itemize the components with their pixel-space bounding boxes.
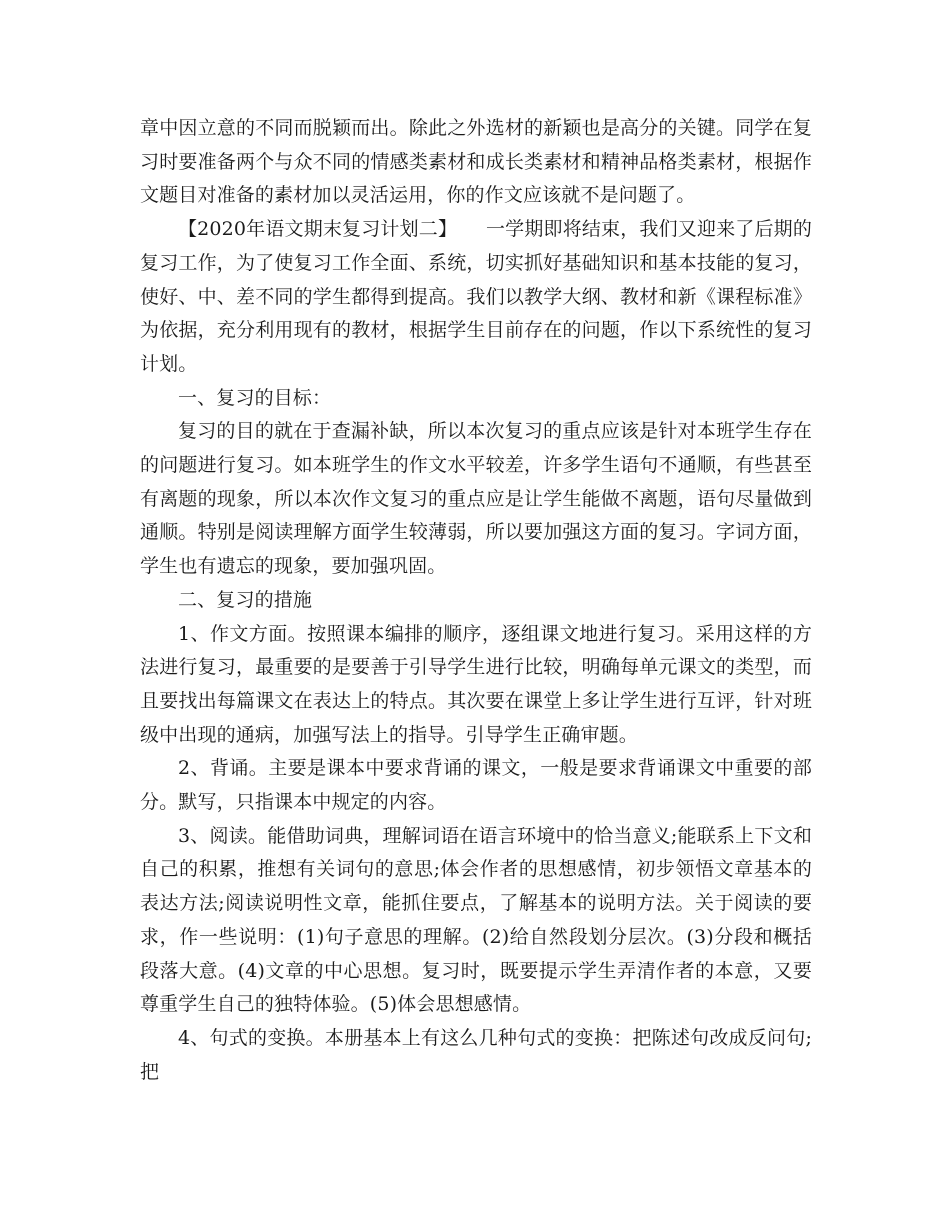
paragraph-measure-reading: 3、阅读。能借助词典，理解词语在语言环境中的恰当意义;能联系上下文和自己的积累，推想有关词句的意思;体会作者的思想感情，初步领悟文章基本的表达方法;阅读说明性文章，能抓住要点，了解基本的说明方法。关于阅读的要求，作一些说明：(1)句子意思的理解。(2)给自然段划分层次。(3)分段和概括段落大意。(4)文章的中心思想。复习时，既要提示学生弄清作者的本意，又要尊重学生自己的独特体验。(5)体会思想感情。	[140, 824, 812, 1016]
paragraph-measure-sentence-transformation: 4、句式的变换。本册基本上有这么几种句式的变换：把陈述句改成反问句;把	[140, 1026, 812, 1083]
section-heading-review-measures: 二、复习的措施	[178, 588, 313, 611]
paragraph-review-plan-two-intro: 【2020年语文期末复习计划二】 一学期即将结束，我们又迎来了后期的复习工作，为了使复习工作全面、系统，切实抓好基础知识和基本技能的复习，使好、中、差不同的学生都得到提高。我们以教学大纲、教材和新《课程标准》为依据，充分利用现有的教材，根据学生目前存在的问题，作以下系统性的复习计划。	[140, 218, 812, 375]
document-page	[140, 112, 812, 1089]
section-heading-review-goals: 一、复习的目标：	[178, 386, 332, 409]
paragraph-essay-tips-continued: 章中因立意的不同而脱颖而出。除此之外选材的新颖也是高分的关键。同学在复习时要准备两个与众不同的情感类素材和成长类素材和精神品格类素材，根据作文题目对准备的素材加以灵活运用，你的作文应该就不是问题了。	[140, 117, 812, 207]
paragraph-measure-composition: 1、作文方面。按照课本编排的顺序，逐组课文地进行复习。采用这样的方法进行复习，最重要的是要善于引导学生进行比较，明确每单元课文的类型，而且要找出每篇课文在表达上的特点。其次要在课堂上多让学生进行互评，针对班级中出现的通病，加强写法上的指导。引导学生正确审题。	[140, 622, 812, 746]
paragraph-measure-recitation: 2、背诵。主要是课本中要求背诵的课文，一般是要求背诵课文中重要的部分。默写，只指课本中规定的内容。	[140, 757, 812, 814]
paragraph-review-goals: 复习的目的就在于查漏补缺，所以本次复习的重点应该是针对本班学生存在的问题进行复习。如本班学生的作文水平较差，许多学生语句不通顺，有些甚至有离题的现象，所以本次作文复习的重点应是让学生能做不离题，语句尽量做到通顺。特别是阅读理解方面学生较薄弱，所以要加强这方面的复习。字词方面，学生也有遗忘的现象，要加强巩固。	[140, 420, 812, 578]
